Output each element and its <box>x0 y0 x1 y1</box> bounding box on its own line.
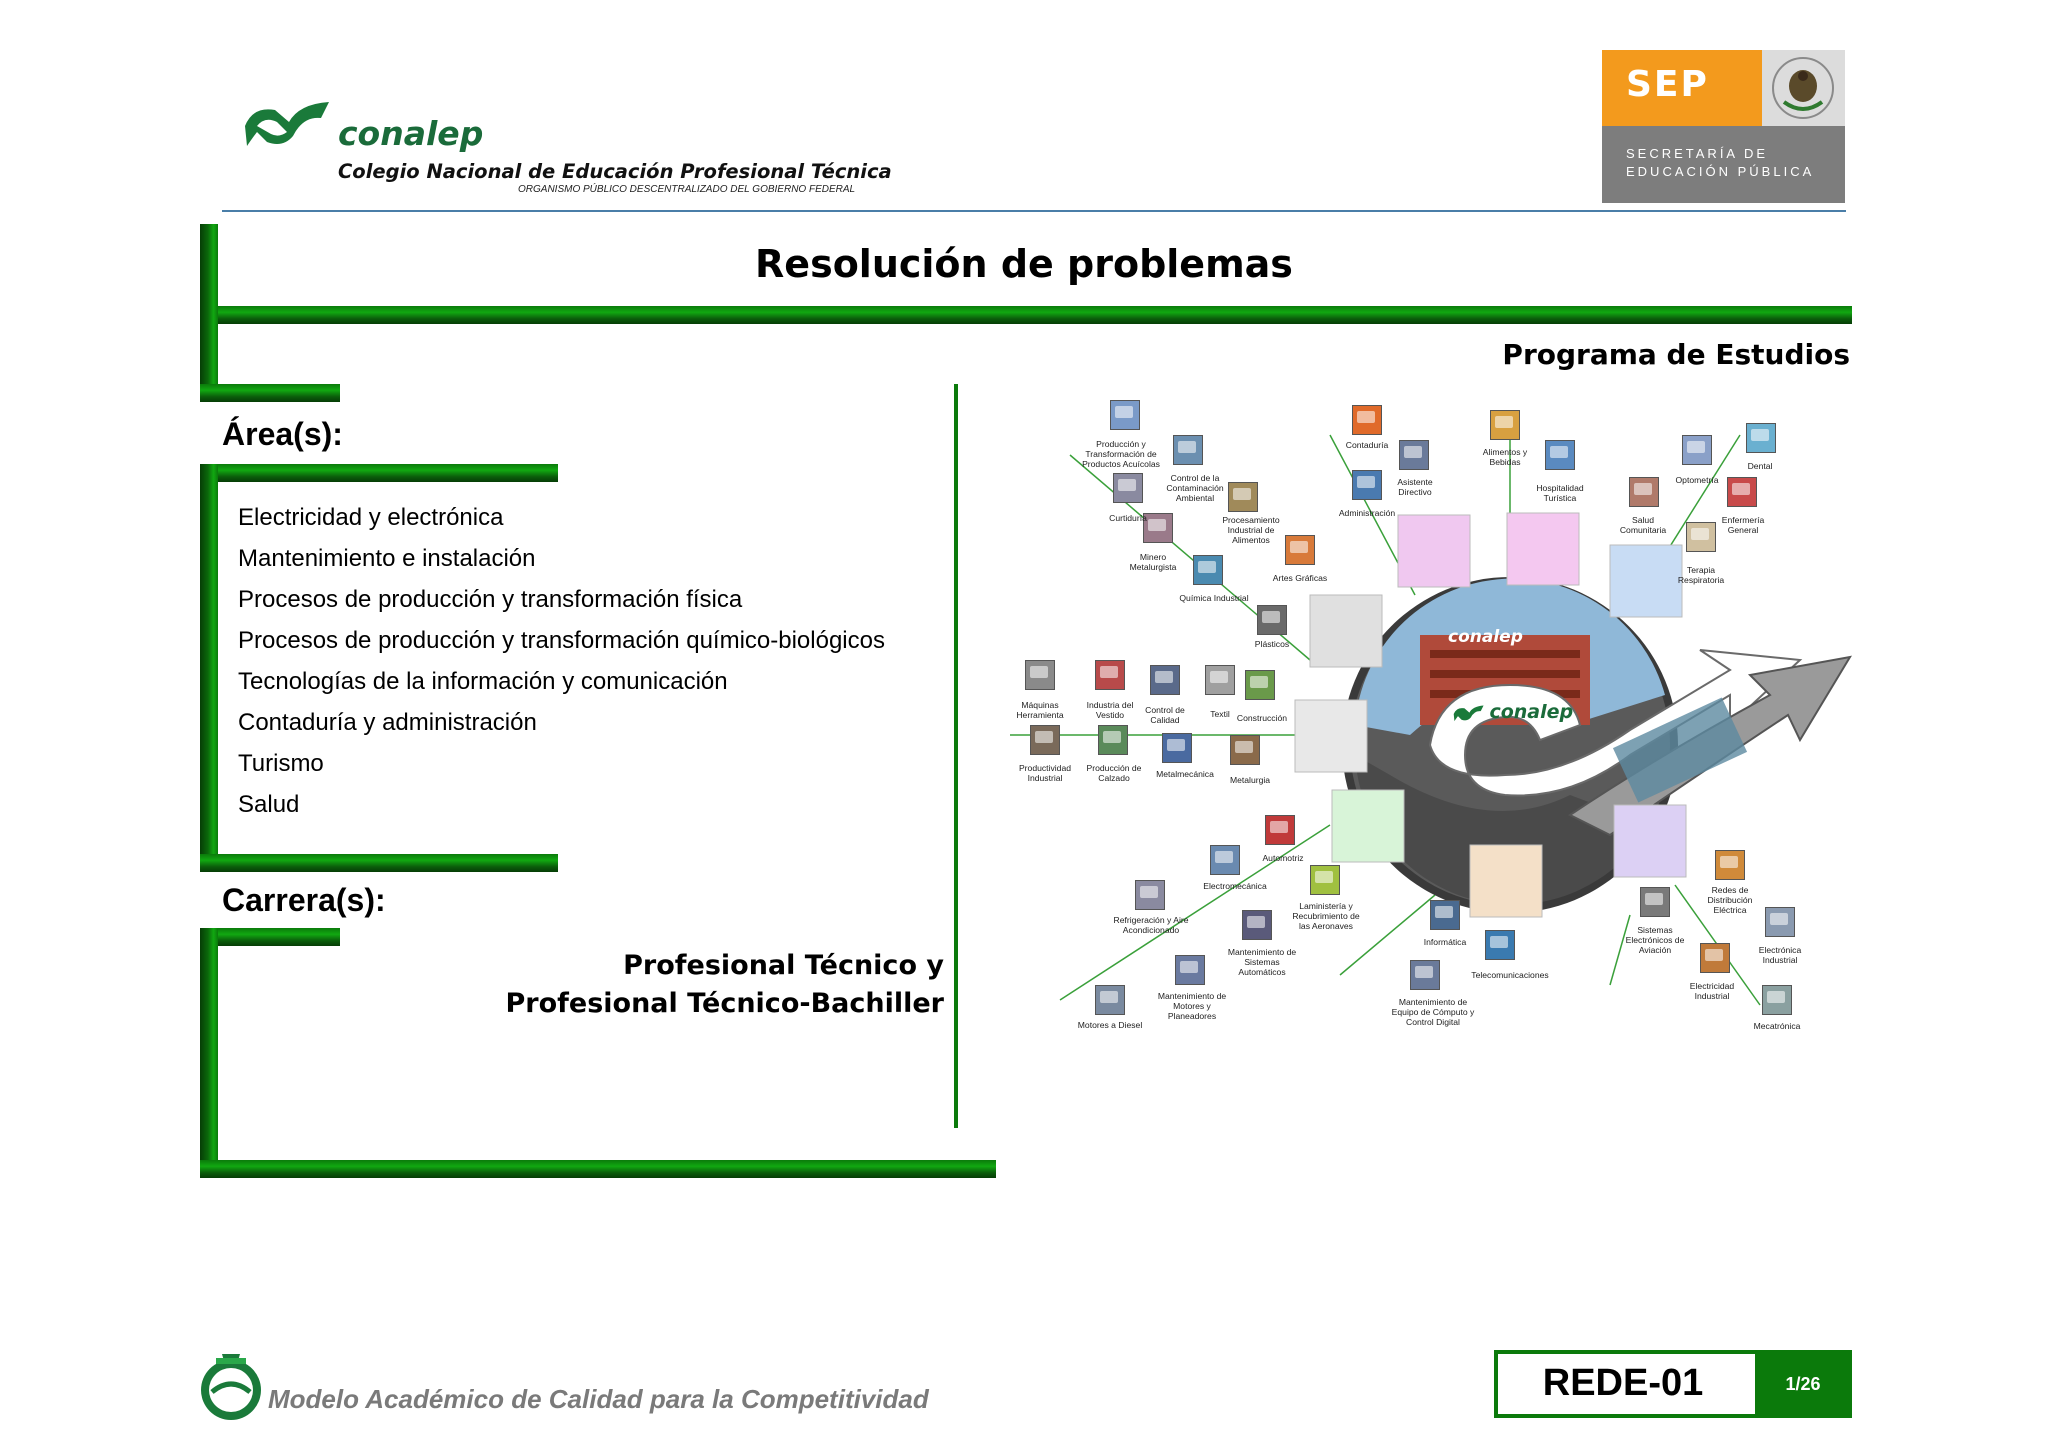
career-icon <box>1150 665 1180 695</box>
area-item: Procesos de producción y transformación químico-biológicos <box>238 627 885 654</box>
page-number-box <box>1752 1354 1851 1414</box>
career-icon <box>1285 535 1315 565</box>
sep-abbr: SEP <box>1626 64 1709 105</box>
area-item: Contaduría y administración <box>238 709 537 736</box>
career-icon <box>1485 930 1515 960</box>
career-label: Minero Metalurgista <box>1129 552 1177 572</box>
eagle-seal-icon <box>1762 50 1845 126</box>
career-label: Construcción <box>1236 713 1288 723</box>
career-label: Salud Comunitaria <box>1619 515 1667 535</box>
careers-line-1: Profesional Técnico y <box>623 950 944 981</box>
career-icon <box>1715 850 1745 880</box>
career-icon <box>1110 400 1140 430</box>
career-icon <box>1095 660 1125 690</box>
career-label: Dental <box>1747 461 1773 471</box>
areas-frame-top <box>200 464 558 482</box>
career-label: Terapia Respiratoria <box>1677 565 1725 585</box>
career-label: Producción de Calzado <box>1086 763 1142 783</box>
career-icon <box>1210 845 1240 875</box>
org-subtitle: ORGANISMO PÚBLICO DESCENTRALIZADO DEL GOBIERNO FEDERAL <box>518 184 856 195</box>
careers-frame-top <box>200 928 340 946</box>
career-icon <box>1162 733 1192 763</box>
sep-orange-block <box>1602 50 1762 126</box>
diagram-center-wordmark: conalep <box>1489 701 1574 723</box>
career-label: Alimentos y Bebidas <box>1482 447 1528 467</box>
career-icon <box>1399 440 1429 470</box>
career-label: Producción y Transformación de Productos Acuícolas <box>1082 439 1160 469</box>
career-icon <box>1682 435 1712 465</box>
title-underline-bar <box>218 306 1852 324</box>
document-code: REDE-01 <box>1542 1362 1704 1404</box>
career-label: Química Industrial <box>1179 593 1249 603</box>
career-label: Plásticos <box>1254 639 1290 649</box>
career-icon <box>1765 907 1795 937</box>
org-name: Colegio Nacional de Educación Profesional Técnica <box>338 160 892 183</box>
career-icon <box>1030 725 1060 755</box>
career-icon <box>1175 955 1205 985</box>
career-label: Metalmecánica <box>1156 769 1214 779</box>
career-label: Mantenimiento de Sistemas Automáticos <box>1227 947 1297 977</box>
career-label: Mecatrónica <box>1753 1021 1801 1031</box>
career-icon <box>1545 440 1575 470</box>
areas-frame-left <box>200 464 218 872</box>
career-icon <box>1727 477 1757 507</box>
diagram-center-logo <box>1453 701 1573 725</box>
career-label: Contaduría <box>1345 440 1389 450</box>
career-label: Motores a Diesel <box>1077 1020 1143 1030</box>
header-divider <box>222 210 1846 212</box>
conalep-logo-icon <box>243 96 333 156</box>
career-icon <box>1242 910 1272 940</box>
career-icon <box>1135 880 1165 910</box>
career-icon <box>1230 735 1260 765</box>
career-icon <box>1025 660 1055 690</box>
career-icon <box>1352 405 1382 435</box>
conalep-wordmark: conalep <box>338 114 484 153</box>
career-label: Industria del Vestido <box>1086 700 1134 720</box>
career-label: Máquinas Herramienta <box>1016 700 1064 720</box>
career-icon <box>1098 725 1128 755</box>
careers-frame-bottom <box>200 1160 996 1178</box>
career-icon <box>1257 605 1287 635</box>
career-label: Sistemas Electrónicos de Aviación <box>1625 925 1685 955</box>
area-item: Salud <box>238 791 300 818</box>
career-icon <box>1310 865 1340 895</box>
career-icon <box>1640 887 1670 917</box>
career-label: Enfermería General <box>1721 515 1765 535</box>
career-icon <box>1352 470 1382 500</box>
career-label: Automotriz <box>1262 853 1304 863</box>
career-label: Metalurgia <box>1229 775 1271 785</box>
career-icon <box>1205 665 1235 695</box>
career-label: Optometría <box>1675 475 1719 485</box>
career-icon <box>1095 985 1125 1015</box>
career-label: Informática <box>1423 937 1467 947</box>
career-icon <box>1193 555 1223 585</box>
career-label: Mantenimiento de Equipo de Cómputo y Control Digital <box>1391 997 1475 1027</box>
sep-line-2: EDUCACIÓN PÚBLICA <box>1626 164 1815 179</box>
career-label: Procesamiento Industrial de Alimentos <box>1222 515 1280 545</box>
document-code-box <box>1494 1350 1852 1418</box>
diagram-top-logo: conalep <box>1448 627 1523 647</box>
career-label: Electrónica Industrial <box>1758 945 1802 965</box>
career-icon <box>1490 410 1520 440</box>
career-label: Hospitalidad Turística <box>1536 483 1584 503</box>
areas-frame-bottom <box>200 854 558 872</box>
career-icon <box>1700 943 1730 973</box>
career-icon <box>1746 423 1776 453</box>
career-label: Artes Gráficas <box>1272 573 1328 583</box>
area-item: Turismo <box>238 750 324 777</box>
footer-emblem <box>196 1348 266 1422</box>
career-label: Redes de Distribución Eléctrica <box>1707 885 1753 915</box>
career-icon <box>1410 960 1440 990</box>
title-frame-bottom <box>200 384 340 402</box>
areas-list <box>238 497 885 825</box>
page-title: Resolución de problemas <box>755 242 1293 286</box>
area-item: Electricidad y electrónica <box>238 504 504 531</box>
program-label: Programa de Estudios <box>1502 338 1850 371</box>
career-label: Administración <box>1338 508 1396 518</box>
career-label: Asistente Directivo <box>1397 477 1433 497</box>
career-icon <box>1113 473 1143 503</box>
career-label: Mantenimiento de Motores y Planeadores <box>1157 991 1227 1021</box>
career-icon <box>1245 670 1275 700</box>
careers-diagram <box>1010 395 1860 1055</box>
area-item: Procesos de producción y transformación física <box>238 586 743 613</box>
footer-tagline: Modelo Académico de Calidad para la Competitividad <box>268 1384 929 1414</box>
career-icon <box>1265 815 1295 845</box>
page-number: 1/26 <box>1785 1374 1821 1394</box>
careers-line-2: Profesional Técnico-Bachiller <box>505 988 944 1019</box>
career-label: Control de Calidad <box>1145 705 1185 725</box>
competitividad-emblem-icon <box>196 1348 266 1422</box>
career-icon <box>1629 477 1659 507</box>
conalep-mini-icon <box>1453 703 1485 725</box>
careers-frame-left <box>200 928 218 1178</box>
career-icon <box>1173 435 1203 465</box>
column-divider <box>954 384 958 1128</box>
career-label: Telecomunicaciones <box>1471 970 1549 980</box>
sep-line-1: SECRETARÍA DE <box>1626 146 1769 161</box>
sep-gray-block <box>1602 126 1845 203</box>
career-label: Control de la Contaminación Ambiental <box>1166 473 1224 503</box>
career-icon <box>1762 985 1792 1015</box>
careers-heading: Carrera(s): <box>222 882 386 918</box>
career-label: Laministería y Recubrimiento de las Aeronaves <box>1292 901 1360 931</box>
areas-heading: Área(s): <box>222 416 343 452</box>
career-label: Electromecánica <box>1203 881 1267 891</box>
area-item: Tecnologías de la información y comunicación <box>238 668 728 695</box>
career-label: Textil <box>1210 709 1230 719</box>
career-label: Electricidad Industrial <box>1689 981 1735 1001</box>
career-label: Refrigeración y Aire Acondicionado <box>1113 915 1189 935</box>
career-label: Productividad Industrial <box>1018 763 1072 783</box>
sep-logo <box>1602 50 1845 203</box>
conalep-logo <box>243 96 333 156</box>
mexico-seal <box>1762 50 1845 126</box>
area-item: Mantenimiento e instalación <box>238 545 536 572</box>
career-label: Curtiduría <box>1109 513 1147 523</box>
career-icon <box>1430 900 1460 930</box>
